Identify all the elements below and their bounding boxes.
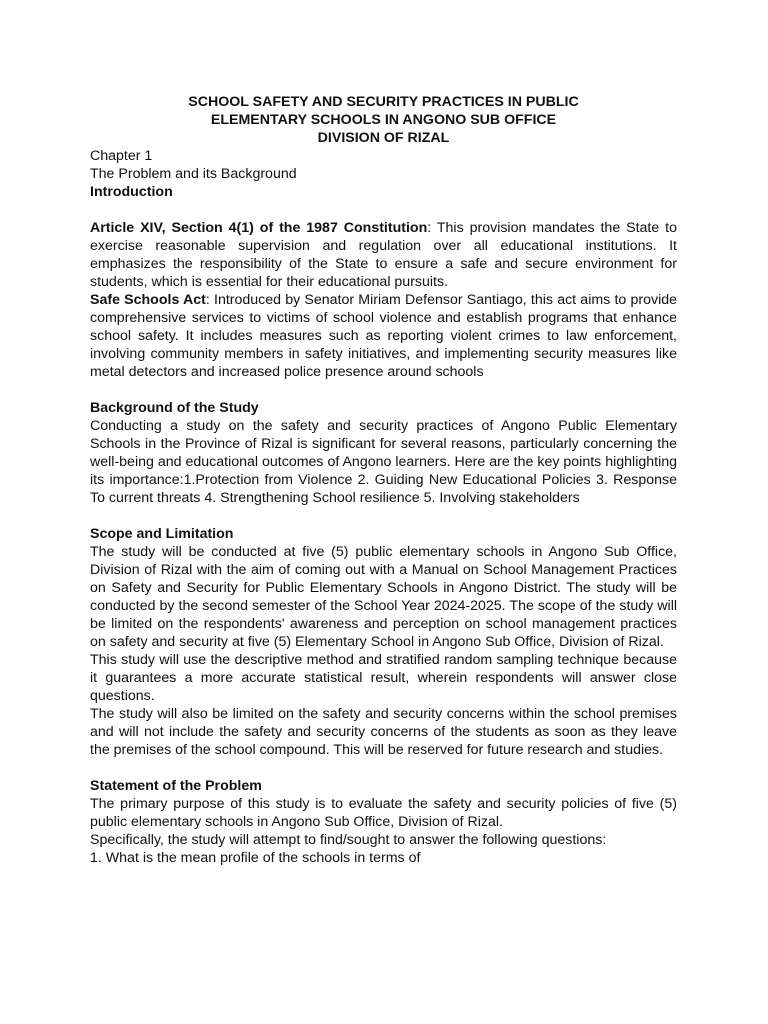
scope-paragraph-1: The study will be conducted at five (5) public elementary schools in Angono Sub Office, Division of Rizal with the aim of coming out with a Manual on School Management Practices on Safety and Security for Public Elementary Schools in Angono District. The study will be conducted by the second semester of the School Year 2024-2025. The scope of the study will be limited on the respondents' awareness and perception on school management practices on safety and security at five (5) Elementary School in Angono Sub Office, Division of Rizal. (90, 544, 677, 650)
intro-p2-text: : Introduced by Senator Miriam Defensor Santiago, this act aims to provide comprehensive services to victims of school violence and establish programs that enhance school safety. It includes measures such as reporting violent crimes to law enforcement, involving community members in safety initiatives, and implementing security measures like metal detectors and increased police presence around schools (90, 292, 678, 380)
document-page (90, 93, 677, 867)
chapter-title: The Problem and its Background (90, 166, 297, 182)
spacer (90, 759, 677, 777)
introduction-heading: Introduction (90, 184, 173, 200)
intro-p1-text: : This provision mandates the State to exercise reasonable supervision and regulation over all educational institutions. It emphasizes the responsibility of the State to ensure a safe and secure environment for students, which is essential for their educational pursuits. (90, 220, 677, 290)
problem-paragraph-2: Specifically, the study will attempt to find/sought to answer the following questions: (90, 832, 607, 848)
title-line-2: ELEMENTARY SCHOOLS IN ANGONO SUB OFFICE (210, 112, 557, 128)
problem-heading: Statement of the Problem (90, 778, 262, 794)
intro-p2-lead: Safe Schools Act (90, 292, 206, 308)
document-title (90, 93, 677, 147)
scope-heading: Scope and Limitation (90, 526, 234, 542)
scope-paragraph-3: The study will also be limited on the safety and security concerns within the school premises and will not include the safety and security concerns of the students as soon as they leave the premises of the school compound. This will be reserved for future research and studies. (90, 706, 677, 758)
chapter-label: Chapter 1 (90, 148, 153, 164)
title-line-3: DIVISION OF RIZAL (317, 130, 450, 146)
intro-p1-lead: Article XIV, Section 4(1) of the 1987 Constitution (90, 220, 428, 236)
background-heading: Background of the Study (90, 400, 259, 416)
spacer (90, 201, 677, 219)
problem-question-1: 1. What is the mean profile of the schools in terms of (90, 850, 421, 866)
problem-paragraph-1: The primary purpose of this study is to evaluate the safety and security policies of five (5) public elementary schools in Angono Sub Office, Division of Rizal. (90, 796, 677, 830)
spacer (90, 507, 677, 525)
spacer (90, 381, 677, 399)
background-paragraph: Conducting a study on the safety and security practices of Angono Public Elementary Schools in the Province of Rizal is significant for several reasons, particularly concerning the well-being and educational outcomes of Angono learners. Here are the key points highlighting its importance:1.Protection from Violence 2. Guiding New Educational Policies 3. Response To current threats 4. Strengthening School resilience 5. Involving stakeholders (90, 418, 677, 506)
intro-paragraph-1 (90, 219, 677, 291)
intro-paragraph-2 (90, 291, 677, 381)
title-line-1: SCHOOL SAFETY AND SECURITY PRACTICES IN PUBLIC (188, 94, 579, 110)
scope-paragraph-2: This study will use the descriptive method and stratified random sampling technique because it guarantees a more accurate statistical result, wherein respondents will answer close questions. (90, 652, 677, 704)
